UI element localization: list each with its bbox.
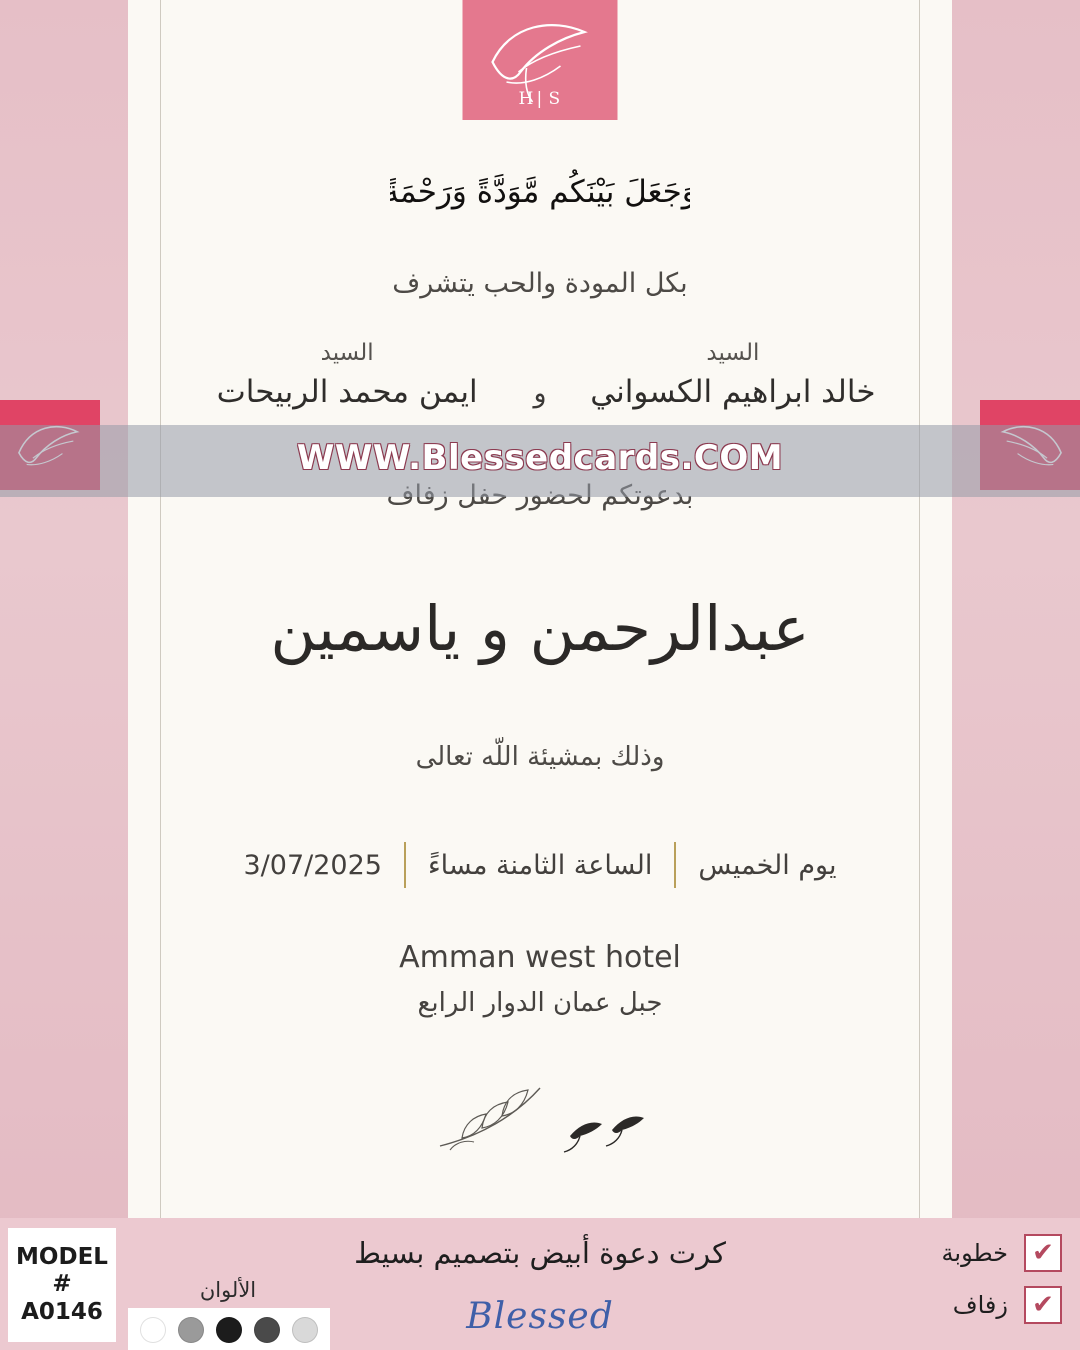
- will-of-god-text: وذلك بمشيئة اللّه تعالى: [415, 742, 665, 772]
- parents-conjunction: و: [533, 378, 547, 409]
- option-label: خطوبة: [941, 1239, 1008, 1267]
- brand-wordmark: Blessed: [466, 1296, 614, 1337]
- olive-branch-icon: [420, 1058, 660, 1168]
- groom-parent: [188, 340, 506, 410]
- couple-names: عبدالرحمن و ياسمين: [270, 592, 810, 665]
- svg-text:H: H: [518, 89, 533, 109]
- invitation-card: [128, 0, 952, 1218]
- parents-row: [188, 340, 892, 410]
- studio-logo: [463, 0, 618, 120]
- event-day: يوم الخميس: [698, 849, 837, 881]
- event-time: الساعة الثامنة مساءً: [427, 849, 653, 881]
- divider: [674, 842, 676, 888]
- frame-right: [952, 0, 1080, 1350]
- model-label: MODEL: [16, 1244, 108, 1271]
- checkbox-icon[interactable]: ✔: [1024, 1234, 1062, 1272]
- svg-text:S: S: [548, 89, 560, 109]
- svg-text:وَجَعَلَ بَيْنَكُم مَّوَدَّةً: وَجَعَلَ بَيْنَكُم مَّوَدَّةً وَرَحْمَةً: [390, 174, 690, 210]
- frame-left: [0, 0, 128, 1350]
- checkbox-icon[interactable]: ✔: [1024, 1286, 1062, 1324]
- option-label: زفاف: [952, 1291, 1008, 1319]
- calligraphy-icon: [390, 148, 690, 226]
- groom-parent-name: ايمن محمد الربيحات: [216, 374, 478, 410]
- colors-label: الألوان: [199, 1278, 257, 1302]
- event-date: 3/07/2025: [243, 849, 382, 881]
- intro-text: بكل المودة والحب يتشرف: [392, 268, 688, 299]
- footer-caption: كرت دعوة أبيض بتصميم بسيط: [354, 1236, 726, 1270]
- divider: [404, 842, 406, 888]
- branch-birds-ornament: [128, 1058, 952, 1172]
- event-type-options: [936, 1234, 1062, 1324]
- bride-parent-name: خالد ابراهيم الكسواني: [590, 374, 876, 410]
- svg-text:|: |: [536, 89, 542, 109]
- watermark-text: WWW.Blessedcards.COM: [296, 438, 784, 478]
- option-wedding[interactable]: [936, 1286, 1062, 1324]
- model-code: A0146: [21, 1298, 103, 1325]
- option-engagement[interactable]: [936, 1234, 1062, 1272]
- groom-parent-title: السيد: [320, 340, 374, 366]
- venue-english: Amman west hotel: [399, 940, 681, 975]
- bride-parent-title: السيد: [706, 340, 760, 366]
- bride-parent: [574, 340, 892, 410]
- footer-bar: [0, 1218, 1080, 1350]
- model-hash: #: [52, 1271, 72, 1298]
- bird-monogram-icon: [480, 10, 600, 110]
- venue-arabic: جبل عمان الدوار الرابع: [417, 988, 663, 1018]
- quran-calligraphy: [128, 148, 952, 230]
- datetime-row: [128, 842, 952, 888]
